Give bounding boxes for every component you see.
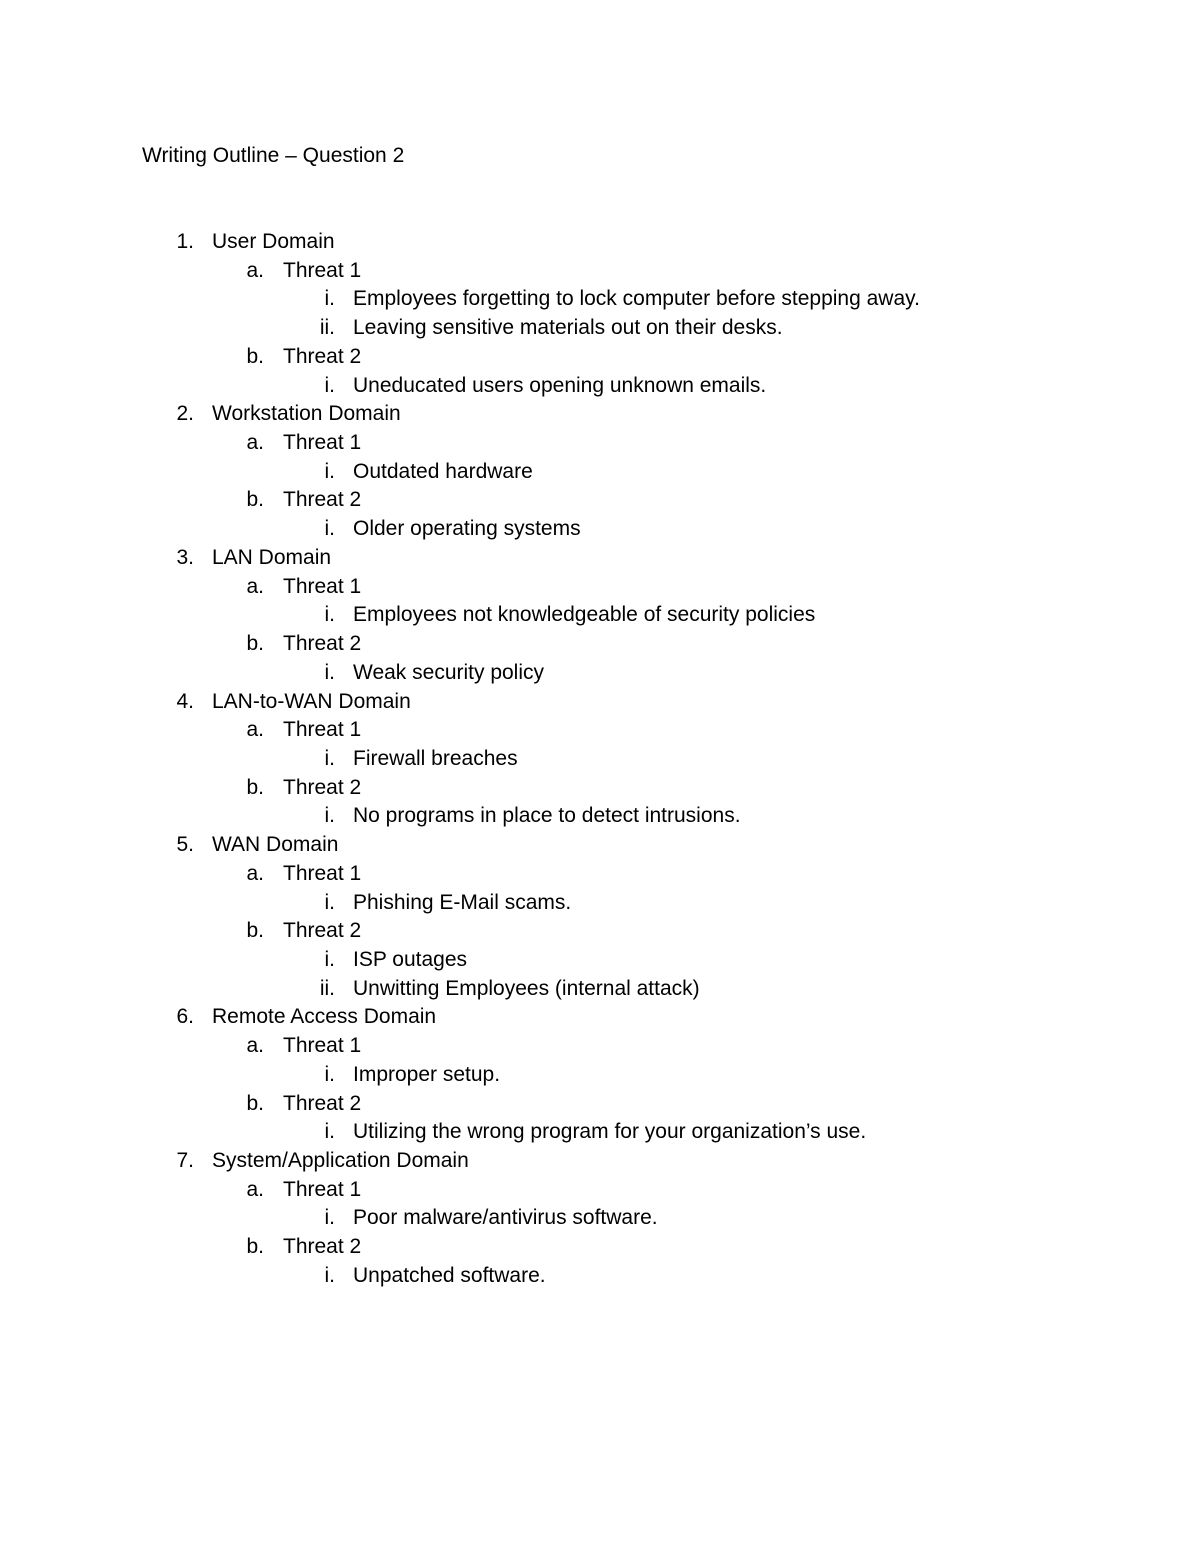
list-marker: i. bbox=[324, 1120, 335, 1144]
domain-heading bbox=[0, 1147, 1200, 1176]
threat-heading bbox=[0, 573, 1200, 602]
domain-heading-text: LAN Domain bbox=[212, 545, 332, 569]
list-marker: i. bbox=[324, 603, 335, 627]
list-marker: i. bbox=[324, 459, 335, 483]
threat-heading-text: Threat 2 bbox=[283, 488, 362, 512]
threat-detail bbox=[0, 1262, 1200, 1291]
list-marker: 6. bbox=[176, 1005, 194, 1029]
outline-list bbox=[0, 228, 1200, 1291]
domain-heading-text: LAN-to-WAN Domain bbox=[212, 689, 411, 713]
threat-detail-text: Unpatched software. bbox=[353, 1263, 546, 1287]
list-marker: 5. bbox=[176, 833, 194, 857]
list-marker: i. bbox=[324, 1206, 335, 1230]
threat-detail bbox=[0, 1204, 1200, 1233]
threat-heading bbox=[0, 1032, 1200, 1061]
list-marker: i. bbox=[324, 517, 335, 541]
list-marker: b. bbox=[246, 1091, 264, 1115]
list-marker: 7. bbox=[176, 1149, 194, 1172]
threat-detail bbox=[0, 285, 1200, 314]
domain-heading bbox=[0, 1003, 1200, 1032]
domain-heading bbox=[0, 831, 1200, 860]
list-marker: b. bbox=[246, 775, 264, 799]
threat-detail bbox=[0, 1061, 1200, 1090]
threat-heading-text: Threat 1 bbox=[283, 431, 362, 455]
domain-heading bbox=[0, 228, 1200, 257]
domain-heading bbox=[0, 688, 1200, 717]
threat-detail bbox=[0, 659, 1200, 688]
threat-heading-text: Threat 2 bbox=[283, 1091, 362, 1115]
list-marker: i. bbox=[324, 890, 335, 914]
threat-heading-text: Threat 2 bbox=[283, 344, 362, 368]
threat-detail bbox=[0, 975, 1200, 1004]
list-marker: b. bbox=[246, 488, 264, 512]
threat-detail-text: No programs in place to detect intrusions. bbox=[353, 804, 741, 828]
list-marker: 2. bbox=[176, 402, 194, 426]
list-marker: i. bbox=[324, 1263, 335, 1287]
threat-heading bbox=[0, 343, 1200, 372]
threat-detail bbox=[0, 802, 1200, 831]
list-marker: 1. bbox=[176, 230, 194, 253]
list-marker: a. bbox=[246, 861, 264, 885]
threat-detail-text: ISP outages bbox=[353, 947, 468, 971]
list-marker: i. bbox=[324, 660, 335, 684]
threat-detail-text: Utilizing the wrong program for your organization’s use. bbox=[353, 1120, 867, 1144]
threat-heading bbox=[0, 1090, 1200, 1119]
threat-detail-text: Uneducated users opening unknown emails. bbox=[353, 373, 767, 397]
threat-detail-text: Unwitting Employees (internal attack) bbox=[353, 976, 700, 1000]
threat-heading bbox=[0, 1233, 1200, 1262]
threat-detail-text: Weak security policy bbox=[353, 660, 545, 684]
threat-heading-text: Threat 1 bbox=[283, 1177, 362, 1201]
threat-detail-text: Leaving sensitive materials out on their desks. bbox=[353, 316, 783, 340]
threat-detail bbox=[0, 601, 1200, 630]
threat-heading-text: Threat 1 bbox=[283, 574, 362, 598]
threat-detail bbox=[0, 458, 1200, 487]
list-marker: i. bbox=[324, 1062, 335, 1086]
threat-detail-text: Employees not knowledgeable of security policies bbox=[353, 603, 816, 627]
threat-heading-text: Threat 2 bbox=[283, 1235, 362, 1259]
list-marker: a. bbox=[246, 574, 264, 598]
document-title: Writing Outline – Question 2 bbox=[142, 144, 405, 167]
threat-heading bbox=[0, 630, 1200, 659]
threat-heading bbox=[0, 716, 1200, 745]
list-marker: i. bbox=[324, 746, 335, 770]
threat-heading bbox=[0, 486, 1200, 515]
threat-heading-text: Threat 2 bbox=[283, 775, 362, 799]
domain-heading-text: WAN Domain bbox=[212, 833, 339, 857]
threat-heading-text: Threat 2 bbox=[283, 919, 362, 943]
list-marker: a. bbox=[246, 718, 264, 742]
threat-heading-text: Threat 1 bbox=[283, 1034, 362, 1058]
list-marker: a. bbox=[246, 431, 264, 455]
list-marker: a. bbox=[246, 258, 264, 282]
list-marker: 4. bbox=[176, 689, 194, 713]
list-marker: ii. bbox=[319, 316, 335, 340]
list-marker: i. bbox=[324, 947, 335, 971]
threat-detail bbox=[0, 1118, 1200, 1147]
threat-heading bbox=[0, 257, 1200, 286]
domain-heading-text: User Domain bbox=[212, 230, 335, 253]
threat-detail-text: Outdated hardware bbox=[353, 459, 533, 483]
threat-detail bbox=[0, 314, 1200, 343]
threat-heading bbox=[0, 429, 1200, 458]
threat-heading bbox=[0, 774, 1200, 803]
domain-heading bbox=[0, 544, 1200, 573]
threat-heading bbox=[0, 1176, 1200, 1205]
list-marker: b. bbox=[246, 919, 264, 943]
list-marker: 3. bbox=[176, 545, 194, 569]
list-marker: i. bbox=[324, 804, 335, 828]
domain-heading-text: Workstation Domain bbox=[212, 402, 401, 426]
threat-heading-text: Threat 1 bbox=[283, 258, 362, 282]
threat-detail bbox=[0, 515, 1200, 544]
threat-heading-text: Threat 1 bbox=[283, 718, 362, 742]
list-marker: b. bbox=[246, 632, 264, 656]
threat-detail-text: Phishing E-Mail scams. bbox=[353, 890, 572, 914]
list-marker: a. bbox=[246, 1177, 264, 1201]
list-marker: b. bbox=[246, 344, 264, 368]
domain-heading bbox=[0, 400, 1200, 429]
threat-detail-text: Improper setup. bbox=[353, 1062, 501, 1086]
threat-heading-text: Threat 1 bbox=[283, 861, 362, 885]
threat-detail bbox=[0, 372, 1200, 401]
threat-detail bbox=[0, 889, 1200, 918]
threat-detail-text: Poor malware/antivirus software. bbox=[353, 1206, 658, 1230]
threat-detail bbox=[0, 946, 1200, 975]
domain-heading-text: Remote Access Domain bbox=[212, 1005, 437, 1029]
threat-heading-text: Threat 2 bbox=[283, 632, 362, 656]
threat-detail-text: Firewall breaches bbox=[353, 746, 518, 770]
threat-detail bbox=[0, 745, 1200, 774]
list-marker: b. bbox=[246, 1235, 264, 1259]
threat-heading bbox=[0, 917, 1200, 946]
list-marker: a. bbox=[246, 1034, 264, 1058]
list-marker: ii. bbox=[319, 976, 335, 1000]
list-marker: i. bbox=[324, 373, 335, 397]
threat-detail-text: Older operating systems bbox=[353, 517, 581, 541]
threat-detail-text: Employees forgetting to lock computer before stepping away. bbox=[353, 287, 920, 311]
list-marker: i. bbox=[324, 287, 335, 311]
threat-heading bbox=[0, 860, 1200, 889]
domain-heading-text: System/Application Domain bbox=[212, 1149, 469, 1172]
